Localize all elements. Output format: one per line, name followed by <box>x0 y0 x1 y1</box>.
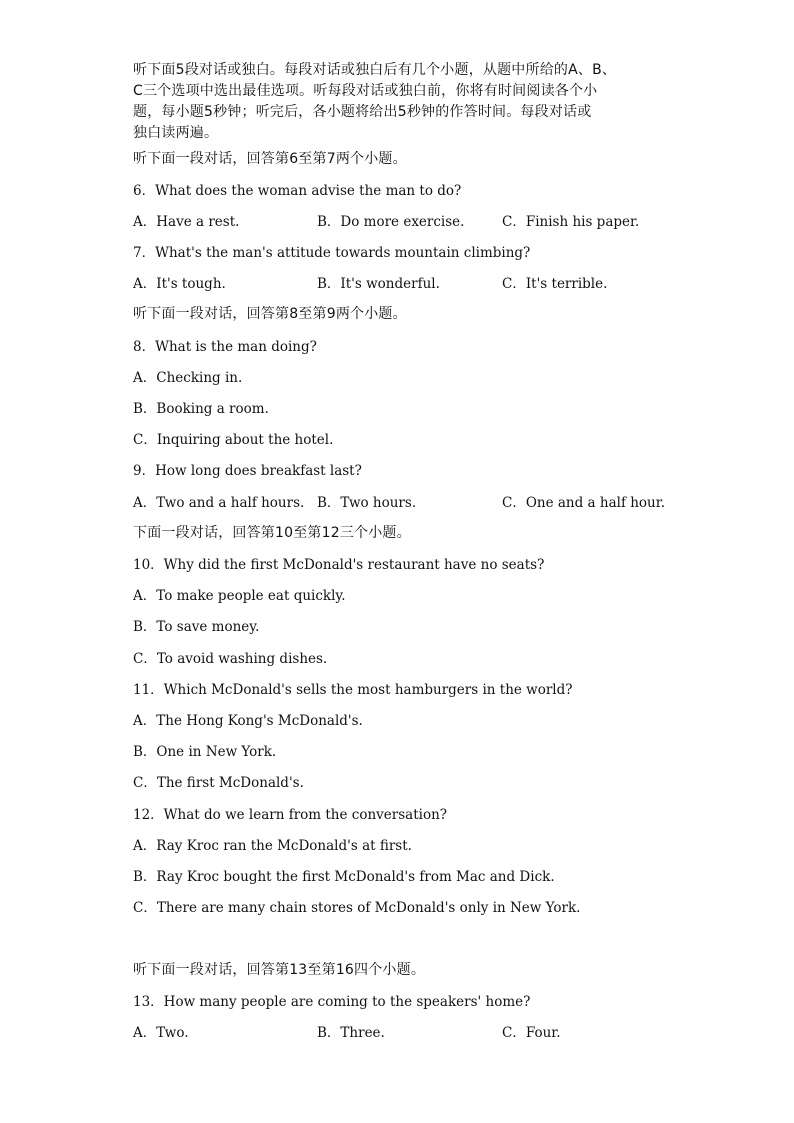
section-heading-3: 下面一段对话，回答第10至第12三个小题。 <box>133 525 411 541</box>
question-8-option-b: B．Booking a room. <box>133 401 269 417</box>
question-9-option-c: C．One and a half hour. <box>502 495 666 511</box>
question-13-option-c: C．Four. <box>502 1025 561 1041</box>
question-12-option-b: B．Ray Kroc bought the first McDonald's from Mac and Dick. <box>133 869 555 885</box>
question-13-stem: 13．How many people are coming to the speakers' home? <box>133 994 531 1010</box>
question-10-option-b: B．To save money. <box>133 619 260 635</box>
question-12-option-a: A．Ray Kroc ran the McDonald's at first. <box>133 838 412 854</box>
question-11-option-c: C．The first McDonald's. <box>133 775 304 791</box>
question-9-stem: 9．How long does breakfast last? <box>133 463 362 479</box>
question-13-option-b: B．Three. <box>317 1025 385 1041</box>
section-heading-1: 听下面一段对话，回答第6至第7两个小题。 <box>133 151 407 167</box>
question-12-stem: 12．What do we learn from the conversation? <box>133 807 448 823</box>
question-9-option-a: A．Two and a half hours. <box>133 495 305 511</box>
question-11-option-a: A．The Hong Kong's McDonald's. <box>133 713 363 729</box>
question-9-option-b: B．Two hours. <box>317 495 417 511</box>
question-13-option-a: A．Two. <box>133 1025 189 1041</box>
instructions-line-4: 独白读两遍。 <box>133 125 219 141</box>
question-7-option-a: A．It's tough. <box>133 276 226 292</box>
question-6-option-a: A．Have a rest. <box>133 214 240 230</box>
instructions-line-1: 听下面5段对话或独白。每段对话或独白后有几个小题，从题中所给的A、B、 <box>133 62 617 78</box>
question-12-option-c: C．There are many chain stores of McDonald's only in New York. <box>133 900 581 916</box>
question-8-stem: 8．What is the man doing? <box>133 339 317 355</box>
question-7-option-c: C．It's terrible. <box>502 276 608 292</box>
section-heading-2: 听下面一段对话，回答第8至第9两个小题。 <box>133 306 407 322</box>
question-6-stem: 6．What does the woman advise the man to do? <box>133 183 462 199</box>
question-6-option-b: B．Do more exercise. <box>317 214 465 230</box>
question-8-option-c: C．Inquiring about the hotel. <box>133 432 334 448</box>
question-7-option-b: B．It's wonderful. <box>317 276 440 292</box>
section-heading-4: 听下面一段对话，回答第13至第16四个小题。 <box>133 962 426 978</box>
question-8-option-a: A．Checking in. <box>133 370 243 386</box>
question-6-option-c: C．Finish his paper. <box>502 214 640 230</box>
question-11-stem: 11．Which McDonald's sells the most hamburgers in the world? <box>133 682 573 698</box>
question-7-stem: 7．What's the man's attitude towards mountain climbing? <box>133 245 531 261</box>
question-10-option-a: A．To make people eat quickly. <box>133 588 346 604</box>
instructions-line-2: C三个选项中选出最佳选项。听每段对话或独白前，你将有时间阅读各个小 <box>133 83 598 99</box>
instructions-line-3: 题，每小题5秒钟；听完后，各小题将给出5秒钟的作答时间。每段对话或 <box>133 104 592 120</box>
question-10-option-c: C．To avoid washing dishes. <box>133 651 328 667</box>
question-11-option-b: B．One in New York. <box>133 744 277 760</box>
question-10-stem: 10．Why did the first McDonald's restaurant have no seats? <box>133 557 545 573</box>
